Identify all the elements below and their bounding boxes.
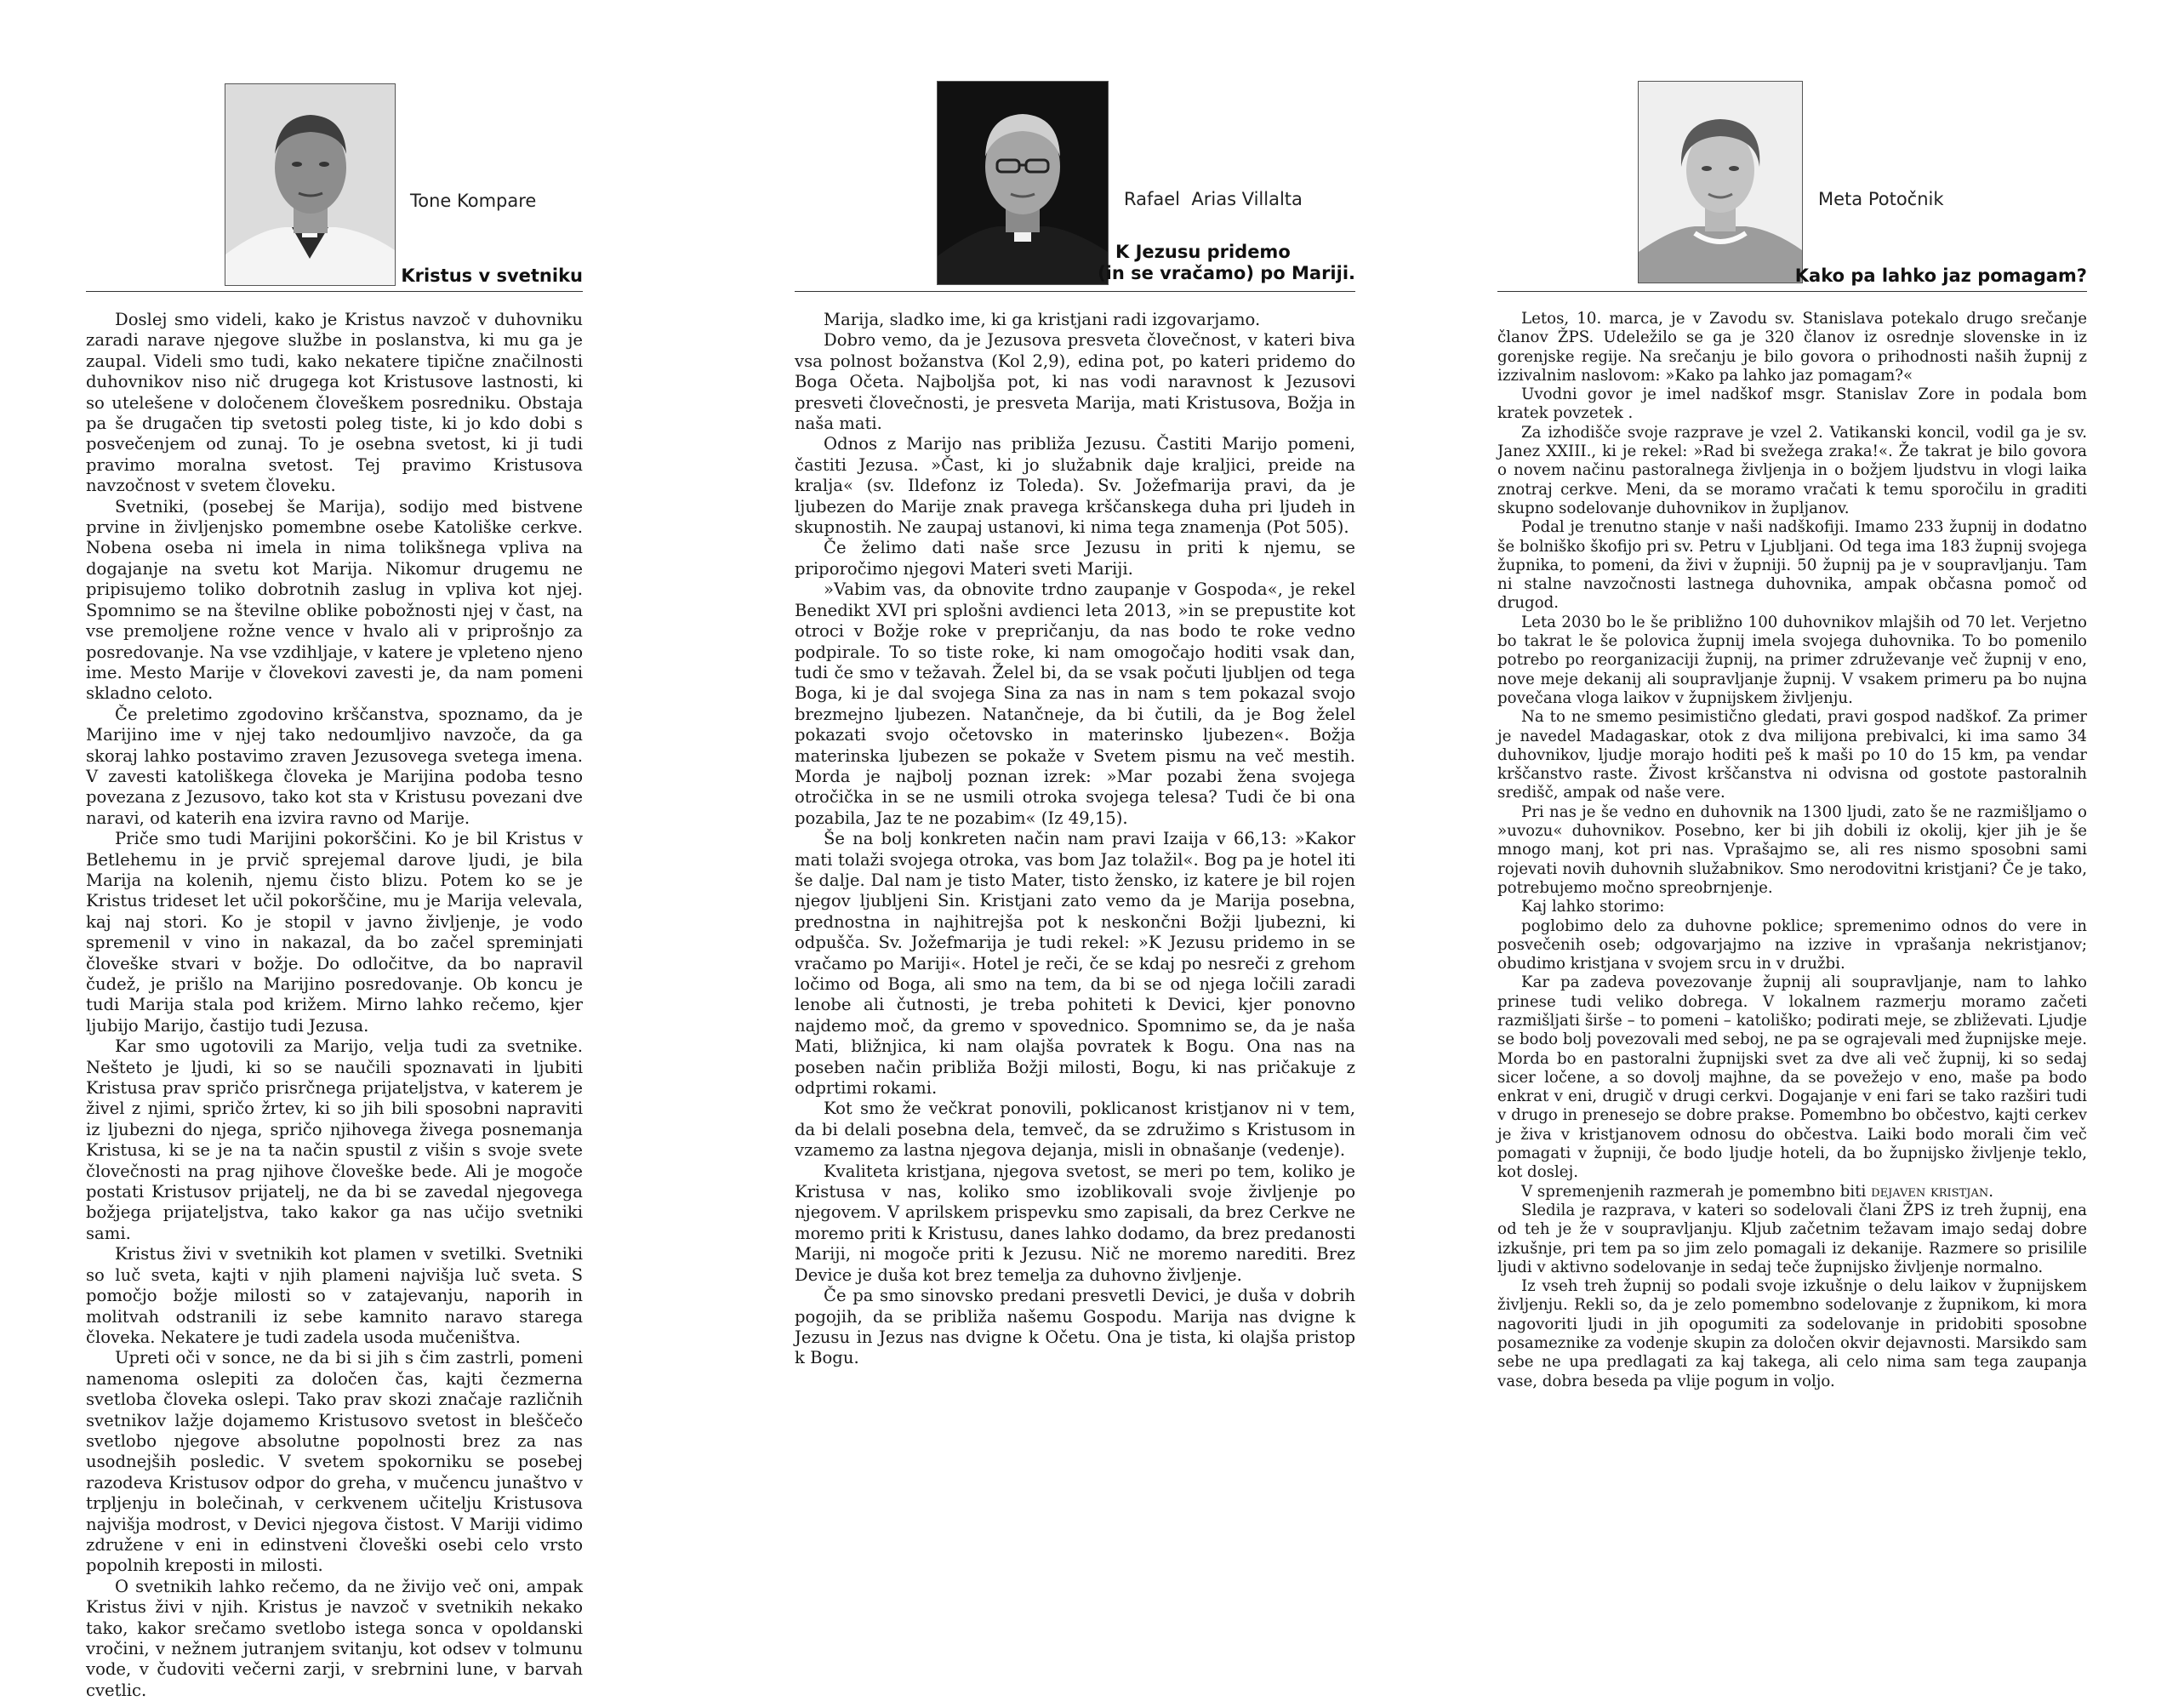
article-body [86,310,583,1701]
title-divider [795,291,1355,292]
paragraph: Pri nas je še vedno en duhovnik na 1300 ljudi, zato še ne razmišljamo o »uvozu« duhovnikov. Posebno, ker bi jih dobili iz okolij, kjer jih je še mnogo manj, kot pri nas. Vprašajmo se, ali res nismo sposobni sami rojevati novih duhovnih služabnikov. Smo nerodovitni kristjani? Če je tako, potrebujemo močno spreobrnjenje. [1497,802,2087,897]
paragraph: Kar smo ugotovili za Marijo, velja tudi za svetnike. Nešteto je ljudi, ki so se naučili spoznavati in ljubiti Kristusa prav spričo prisrčnega prijateljstva, v katerem je živel z njimi, spričo žrtev, ki so jih bili sposobni napraviti iz ljubezni do njega, spričo njihovega živega posnemanja Kristusa, ki se je na ta način spustil z višin s svoje svete človečnosti na prag njihove človeške bede. Ali je mogoče postati Kristusov prijatelj, ne da bi se zavedal njegovega božjega prijateljstva, tako kakor ga nas učijo svetniki sami. [86,1036,583,1243]
emphasis-smallcaps: dejaven kristjan. [1871,1182,1994,1201]
paragraph: Uvodni govor je imel nadškof msgr. Stanislav Zore in podala bom kratek povzetek . [1497,385,2087,423]
title-divider [1497,291,2087,292]
paragraph: Dobro vemo, da je Jezusova presveta človečnost, v kateri biva vsa polnost božanstva (Kol 2,9), edina pot, po kateri pridemo do Boga Očeta. Najboljša pot, ki nas vodi naravnost k Jezusovi presveti človečnosti, je presveta Marija, mati Kristusova, Božja in naša mati. [795,330,1355,434]
paragraph: Podal je trenutno stanje v naši nadškofiji. Imamo 233 župnij in dodatno še bolniško škofijo pri sv. Petru v Ljubljani. Od tega ima 183 župnij svojega župnika, to pomeni, da živi v župniji. 50 župnij pa je v soupravljanju. Tam ni stalne navzočnosti lastnega duhovnika, ampak občasna pomoč od drugod. [1497,518,2087,613]
paragraph: Doslej smo videli, kako je Kristus navzoč v duhovniku zaradi narave njegove službe in poslanstva, ki mu ga je zaupal. Videli smo tudi, kako nekatere tipične značilnosti duhovnikov niso nič drugega kot Kristusove lastnosti, ki so utelešene v določenem človeškem posredniku. Obstaja pa še drugačen tip svetosti poleg tiste, ki jo kdo dobi s posvečenjem od zunaj. To je osebna svetost, ki ji tudi pravimo moralna svetost. Tej pravimo Kristusova navzočnost v svetem človeku. [86,310,583,496]
paragraph: Na to ne smemo pesimistično gledati, pravi gospod nadškof. Za primer je navedel Madagaskar, otok z dva milijona prebivalci, ki ima samo 34 duhovnikov, ljudje morajo hoditi peš k maši po 10 do 15 km, pa vendar krščanstvo raste. Živost krščanstva ni odvisna od gostote pastoralnih središč, ampak od naše vere. [1497,708,2087,802]
paragraph: Sledila je razprava, v kateri so sodelovali člani ŽPS iz treh župnij, ena od teh je že v soupravljanju. Kljub začetnim težavam imajo sedaj dobre izkušnje, pri tem pa so jim zelo pomagali iz dekanije. Razmere so prisilile ljudi v aktivno sodelovanje in sedaj teče župnijsko življenje normalno. [1497,1201,2087,1276]
paragraph: Leta 2030 bo le še približno 100 duhovnikov mlajših od 70 let. Verjetno bo takrat le še polovica župnij imela svojega duhovnika. To bo pomenilo potrebo po reorganizaciji župnij, na primer združevanje več župnij v eno, nove meje dekanij ali soupravljanje župnij. V vsakem primeru pa bo nujna povečana vloga laikov v župnijskem življenju. [1497,613,2087,707]
paragraph: poglobimo delo za duhovne poklice; spremenimo odnos do vere in posvečenih oseb; odgovarjajmo na izzive in vprašanja nekristjanov; obudimo kristjana v svojem srcu in v družbi. [1497,916,2087,973]
paragraph: Letos, 10. marca, je v Zavodu sv. Stanislava potekalo drugo srečanje članov ŽPS. Udeležilo se ga je 320 članov iz osrednje slovenske in iz gorenjske regije. Na srečanju je bilo govora o prihodnosti naših župnij z izzivalnim naslovom: »Kako pa lahko jaz pomagam?« [1497,310,2087,385]
paragraph: »Vabim vas, da obnovite trdno zaupanje v Gospoda«, je rekel Benedikt XVI pri splošni avdienci leta 2013, »in se prepustite kot otroci v Božje roke v prepričanju, da nas bodo te roke vedno podpirale. To so tiste roke, ki nam omogočajo hoditi vsak dan, tudi če smo v težavah. Želel bi, da se vsak počuti ljubljen od tega Boga, ki je dal svojega Sina za nas in nam s tem pokazal svojo brezmejno ljubezen. Natančneje, da bi čutili, da je Bog želel pokazati svojo očetovsko in materinsko ljubezen«. Božja materinska ljubezen se pokaže v Svetem pismu na več mestih. Morda je najbolj poznan izrek: »Mar pozabi žena svojega otročička in se ne usmili otroka svojega telesa? Tudi če bi ona pozabila, Jaz te ne pozabim« (Iz 49,15). [795,579,1355,828]
paragraph: Še na bolj konkreten način nam pravi Izaija v 66,13: »Kakor mati tolaži svojega otroka, vas bom Jaz tolažil«. Bog pa je hotel iti še dalje. Dal nam je tisto Mater, tisto žensko, iz katere je bil rojen njegov ljubljeni Sin. Kristjani zato vemo da je Marija posebna, prednostna in najhitrejša pot k neskončni Božji ljubezni, ki odpušča. Sv. Jožefmarija je tudi rekel: »K Jezusu pridemo in se vračamo po Mariji«. Hotel je reči, če se kdaj po nesreči z grehom ločimo od Boga, ali smo na tem, da bi se od njega ločili zaradi lenobe ali čutnosti, je treba pohiteti k Devici, kjer ponovno najdemo moč, da gremo v spovednico. Spomnimo se, da je naša Mati, bližnjica, ki nam olajša povratek k Bogu. Ona nas na poseben način približa Božji milosti, Bogu, ki nas pričakuje z odprtimi rokami. [795,829,1355,1099]
article-title-line-1: K Jezusu pridemo [1115,242,1291,262]
title-divider [86,291,583,292]
paragraph-text: V spremenjenih razmerah je pomembno biti [1521,1182,1872,1201]
paragraph: Če preletimo zgodovino krščanstva, spoznamo, da je Marijino ime v njej tako nedoumljivo navzoče, da ga skoraj lahko postavimo zraven Jezusovega svetega imena. V zavesti katoliškega človeka je Marijina podoba tesno povezana z Jezusovo, tako kot sta v Kristusu povezani dve naravi, od katerih ena izvira ravno od Marije. [86,704,583,828]
article-title: Kako pa lahko jaz pomagam? [1794,265,2087,286]
paragraph: Upreti oči v sonce, ne da bi si jih s čim zastrli, pomeni namenoma oslepiti za določen čas, kajti čezmerna svetloba človeka oslepi. Tako prav skozi značaje različnih svetnikov lažje dojamemo Kristusovo svetost in bleščečo svetlobo njegove absolutne popolnosti brez za nas usodnejših posledic. V svetem spokorniku se posebej razodeva Kristusov odpor do greha, v mučencu junaštvo v trpljenju in bolečinah, v cerkvenem učitelju Kristusova najvišja modrost, v Devici njegova čistost. V Mariji vidimo združene v eni in edinstveni človeški osebi celo vrsto popolnih kreposti in milosti. [86,1348,583,1576]
paragraph [1497,1183,2087,1202]
portrait-image [1639,82,1802,283]
paragraph: Kaj lahko storimo: [1521,898,1665,916]
paragraph: Za izhodišče svoje razprave je vzel 2. Vatikanski koncil, vodil ga je sv. Janez XXIII., ki je rekel: »Rad bi svežega zraka!«. Že takrat je bilo govora o novem načinu pastoralnega življenja in o božjem ljudstvu in vlogi laika znotraj cerkve. Meni, da se moramo vračati k temu sporočilu in graditi skupno sodelovanje duhovnikov in župljanov. [1497,423,2087,517]
article-body [1497,310,2087,1391]
article-title: Kristus v svetniku [401,265,583,286]
author-photo-meta-potocnik [1638,81,1803,283]
paragraph: Kot smo že večkrat ponovili, poklicanost kristjanov ni v tem, da bi delali posebna dela, temveč, da se združimo s Kristusom in vzamemo za lastna njegova dejanja, misli in obnašanje (vedenje). [795,1099,1355,1161]
article-title-line-2: (in se vračamo) po Mariji. [1098,263,1355,283]
author-name: Tone Kompare [410,191,537,211]
paragraph: Kristus živi v svetnikih kot plamen v svetilki. Svetniki so luč sveta, kajti v njih plameni najvišja luč sveta. S pomočjo božje milosti so v zatajevanju, naporih in molitvah odstranili iz sebe kamnito naravo starega človeka. Nekatere je tudi zadela usoda mučeništva. [86,1244,583,1347]
paragraph: Svetniki, (posebej še Marija), sodijo med bistvene prvine in življenjsko pomembne osebe Katoliške cerkve. Nobena oseba ni imela in nima tolikšnega vpliva na dogajanje na svetu kot Marija. Nikomur drugemu ne pripisujemo toliko dobrotnih zaslug in vpliva kot njej. Spomnimo se na številne oblike pobožnosti njej v čast, na vse premoljene rožne vence v hvalo ali v priprošnjo za posredovanje. Na vse vzdihljaje, v katere je vpleteno njeno ime. Mesto Marije v človekovi zavesti je, da nam pomeni skladno celoto. [86,496,583,704]
paragraph: Če želimo dati naše srce Jezusu in priti k njemu, se priporočimo njegovi Materi sveti Mariji. [795,538,1355,579]
article-body [795,310,1355,1369]
paragraph: Kar pa zadeva povezovanje župnij ali soupravljanje, nam to lahko prinese tudi veliko dobrega. V lokalnem razmerju moramo začeti razmišljati širše – to pomeni – katoliško; podirati meje, se zbliževati. Ljudje se bodo bolj povezovali med seboj, ne pa se ograjevali med župnijske meje. Morda bo en pastoralni župnijski svet za dve ali več župnij, ki so sedaj sicer ločene, a so dovolj majhne, da se povežejo v eno, maše pa bodo enkrat v eni, drugič v drugi cerkvi. Dogajanje v eni fari se tako razširi tudi v drugo in prenesejo se dobre prakse. Pomembno bo občestvo, kajti cerkev je živa v kristjanovem odnosu do občestva. Laiki bodo morali čim več pomagati v župniji, če bodo ljudje hoteli, da bo župnijsko življenje teklo, kot doslej. [1497,973,2087,1182]
paragraph: Odnos z Marijo nas približa Jezusu. Častiti Marijo pomeni, častiti Jezusa. »Čast, ki jo služabnik daje kraljici, preide na kralja« (sv. Ildefonz iz Toleda). Sv. Jožefmarija pravi, da je ljubezen do Marije znak pravega krščanskega duha pri ljudeh in skupnostih. Ne zaupaj ustanovi, ki nima tega znamenja (Pot 505). [795,434,1355,538]
paragraph: Kvaliteta kristjana, njegova svetost, se meri po tem, koliko je Kristusa v nas, koliko smo izoblikovali svoje življenje po njegovem. V aprilskem prispevku smo zapisali, da brez Cerkve ne moremo priti k Kristusu, danes lahko dodamo, da brez predanosti Mariji, ni mogoče priti k Jezusu. Nič ne moremo narediti. Brez Device je duša kot brez temelja za duhovno življenje. [795,1161,1355,1285]
paragraph: Iz vseh treh župnij so podali svoje izkušnje o delu laikov v župnijskem življenju. Rekli so, da je zelo pomembno sodelovanje z župnikom, ki mora nagovoriti ljudi in jih opogumiti za sodelovanje in pridobiti sposobne posameznike za vodenje skupin za določen okvir dejavnosti. Marsikdo sam sebe ne upa predlagati za kaj takega, ali celo nima sam tega zaupanja vase, dobra beseda pa vlije pogum in voljo. [1497,1277,2087,1390]
author-photo-tone-kompare [225,83,396,286]
article-title [1063,242,1355,284]
paragraph: Priče smo tudi Marijini pokorščini. Ko je bil Kristus v Betlehemu in je prvič sprejemal darove ljudi, je bila Marija na kolenih, njemu čisto blizu. Potem ko se je Kristus trideset let učil pokorščine, mu je Marija velevala, kaj naj stori. Ko je stopil v javno življenje, je vodo spremenil v vino in nakazal, da bo začel spreminjati človeške stvari v božje. Do odločitve, da bo napravil čudež, je prišlo na Marijino posredovanje. Ob koncu je tudi Marija stala pod križem. Mirno lahko rečemo, kjer ljubijo Marijo, častijo tudi Jezusa. [86,829,583,1036]
portrait-image [225,84,395,285]
author-name: Meta Potočnik [1818,189,1944,209]
paragraph: Marija, sladko ime, ki ga kristjani radi izgovarjamo. [824,310,1261,329]
paragraph: O svetnikih lahko rečemo, da ne živijo več oni, ampak Kristus živi v njih. Kristus je navzoč v svetnikih nekako tako, kakor srečamo svetlobo istega sonca v opoldanski vročini, v nežnem jutranjem svitanju, kot odsev v tolmunu vode, v čudoviti večerni zarji, v srebrnini lune, v barvah cvetlic. [86,1576,583,1700]
author-name: Rafael Arias Villalta [1124,189,1303,209]
paragraph: Če pa smo sinovsko predani presvetli Devici, je duša v dobrih pogojih, da se približa našemu Gospodu. Marija nas dvigne k Jezusu in Jezus nas dvigne k Očetu. Ona je tista, ki olajša pristop k Bogu. [795,1286,1355,1368]
